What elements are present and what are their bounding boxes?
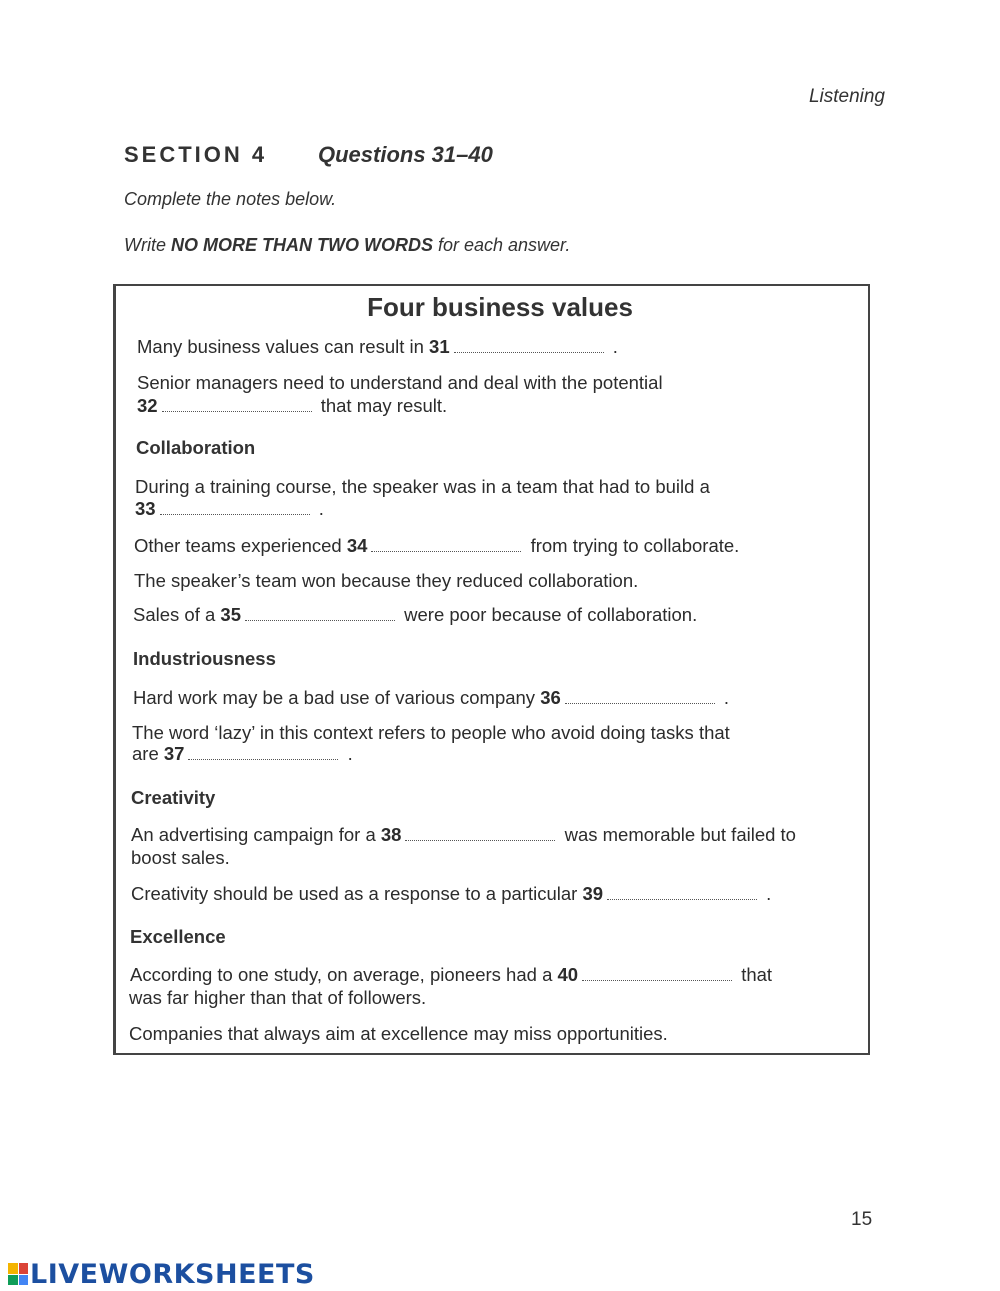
note-text: . (313, 498, 324, 519)
note-q36 (133, 686, 729, 709)
note-text: Other teams experienced (134, 535, 347, 556)
heading-collaboration: Collaboration (136, 437, 256, 458)
note-text: are (132, 743, 164, 764)
note-q38 (131, 823, 796, 846)
note-text: were poor because of collaboration. (399, 604, 698, 625)
question-number: 32 (137, 395, 158, 416)
answer-blank-36[interactable] (565, 689, 715, 704)
note-text: . (761, 883, 772, 904)
note-q37 (132, 742, 353, 765)
note-excellence-statement: Companies that always aim at excellence may miss opportunities. (129, 1023, 668, 1044)
question-number: 34 (346, 535, 368, 556)
questions-range: Questions 31–40 (318, 142, 493, 167)
note-q37-line1: The word ‘lazy’ in this context refers to people who avoid doing tasks that (132, 722, 730, 743)
logo-square-icon (8, 1263, 18, 1274)
note-q33-line1: During a training course, the speaker was in a team that had to build a (135, 476, 710, 497)
answer-blank-40[interactable] (582, 966, 732, 981)
page-number: 15 (851, 1209, 873, 1230)
answer-blank-35[interactable] (245, 606, 395, 621)
logo-text: LIVEWORKSHEETS (30, 1258, 315, 1290)
question-number: 33 (135, 498, 156, 519)
note-q39 (131, 882, 771, 905)
notes-title: Four business values (367, 292, 633, 322)
note-text: was memorable but failed to (559, 824, 796, 845)
instruction-complete-notes: Complete the notes below. (124, 189, 337, 209)
note-q40-line2: was far higher than that of followers. (129, 987, 427, 1008)
heading-creativity: Creativity (131, 787, 216, 808)
question-number: 35 (220, 604, 241, 625)
question-number: 38 (380, 824, 402, 845)
note-text: that (736, 964, 773, 985)
note-q33 (135, 497, 324, 520)
instruction-prefix: Write (124, 235, 171, 255)
question-number: 36 (540, 687, 561, 708)
logo-square-icon (19, 1275, 29, 1286)
note-text: that may result. (315, 395, 448, 416)
note-text: Sales of a (133, 604, 221, 625)
note-q32-line1: Senior managers need to understand and deal with the potential (137, 372, 663, 393)
note-collaboration-statement: The speaker’s team won because they reduced collaboration. (134, 570, 639, 591)
note-text: from trying to collaborate. (525, 535, 740, 556)
note-q35 (133, 603, 697, 626)
question-number: 40 (557, 964, 579, 985)
page-header-label: Listening (808, 86, 885, 107)
question-number: 31 (429, 336, 450, 357)
note-q38-line2: boost sales. (131, 847, 230, 868)
question-number: 39 (582, 883, 604, 904)
heading-industriousness: Industriousness (133, 648, 276, 669)
liveworksheets-logo[interactable] (8, 1260, 315, 1288)
note-text: . (607, 336, 618, 357)
note-text: Hard work may be a bad use of various company (133, 687, 541, 708)
note-q34 (134, 534, 739, 557)
note-text: An advertising campaign for a (131, 824, 381, 845)
answer-blank-39[interactable] (607, 885, 757, 900)
note-text: . (342, 743, 353, 764)
logo-square-icon (19, 1263, 29, 1274)
logo-mark-icon (8, 1263, 28, 1285)
note-q40 (130, 963, 772, 986)
question-number: 37 (163, 743, 185, 764)
note-text: According to one study, on average, pioneers had a (130, 964, 558, 985)
section-title: SECTION 4 (124, 142, 268, 167)
note-q32 (137, 394, 447, 417)
instruction-word-limit-emphasis: NO MORE THAN TWO WORDS (171, 235, 433, 255)
answer-blank-38[interactable] (405, 826, 555, 841)
note-text: Many business values can result in (137, 336, 430, 357)
note-q31 (137, 335, 618, 358)
note-text: . (718, 687, 730, 708)
answer-blank-33[interactable] (160, 500, 310, 515)
answer-blank-37[interactable] (188, 745, 338, 760)
note-text: Creativity should be used as a response to a particular (131, 883, 583, 904)
answer-blank-31[interactable] (454, 338, 604, 353)
logo-square-icon (8, 1275, 18, 1286)
instruction-suffix: for each answer. (432, 235, 571, 255)
answer-blank-32[interactable] (162, 397, 312, 412)
instruction-word-limit (124, 235, 570, 256)
heading-excellence: Excellence (130, 926, 226, 947)
answer-blank-34[interactable] (371, 537, 521, 552)
